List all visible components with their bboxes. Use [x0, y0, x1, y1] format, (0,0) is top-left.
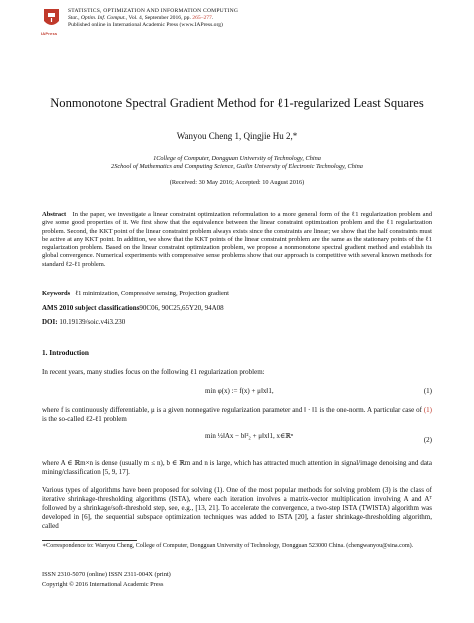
equation-2: min ½‖Ax − b‖²₂ + μ‖x‖1, x∈ℝⁿ: [205, 432, 294, 440]
paragraph-2-a: where f is continuously differentiable, μ is a given nonnegative regularization parameter and ‖ · ‖1 is the one-norm. A particular case of: [42, 406, 422, 414]
journal-header: [68, 8, 238, 29]
ams-text: 90C06, 90C25,65Y20, 94A08: [139, 304, 224, 312]
journal-name: STATISTICS, OPTIMIZATION AND INFORMATION COMPUTING: [68, 8, 239, 14]
citation-prefix: Stat., Optim. Inf. Comput.: [68, 15, 126, 21]
abstract: [42, 211, 432, 269]
paper-title: Nonmonotone Spectral Gradient Method for ℓ1-regularized Least Squares: [50, 96, 424, 110]
logo-text: IAPress: [41, 31, 58, 36]
footnote: ∗Correspondence to: Wanyou Cheng, College of Computer, Dongguan University of Technology, Dongguan 523000 China. (chengwanyou@sina.com).: [42, 543, 414, 549]
iapress-logo: [42, 7, 61, 31]
section-title: 1. Introduction: [42, 348, 89, 357]
paragraph-2: [42, 406, 432, 424]
affiliation-1: 1College of Computer, Dongguan University of Technology, China: [153, 155, 321, 162]
citation-line: Stat., Optim. Inf. Comput., Vol. 4, September 2016, pp. 265–277.: [68, 15, 214, 21]
abstract-text: In the paper, we investigate a linear constraint optimization reformulation to a more general form of the ℓ1 regularization problem and give some good properties of it. We first show that the equivalence between the linear constraint optimization problem and the ℓ1 regularization problem. Second, the KKT point of the linear constraint problem always exists since the constraints are linear; we show that the half constraints must be active at any KKT point. In addition, we show that the KKT points of the linear constraint problem are the same as the stationary points of the ℓ1 regularization problem. Based on the linear constraint optimization problem, we propose a nonmonotone spectral gradient method and establish its global convergence. Numerical experiments with compressive sense problems show that our approach is competitive with several known methods for standard ℓ2-ℓ1 problem.: [42, 211, 433, 268]
paragraph-3: where A ∈ ℝm×n is dense (usually m ≤ n), b ∈ ℝm and n is large, which has attracted much attention in signal/image denoising and data mining/classification [5, 9, 17].: [42, 459, 432, 477]
citation-suffix: , Vol. 4, September 2016, pp: [125, 15, 190, 21]
paragraph-4: Various types of algorithms have been proposed for solving (1). One of the most popular methods for solving problem (3) is the class of iterative shrinkage-thresholding algorithms (ISTA), where each iteration involves a matrix-vector multiplication involving A and Aᵀ followed by a shrinkage/soft-threshold step, see, e.g., [13, 21]. To accelerate the convergence, a two-step ISTA (TWISTA) algorithm was developed in [6], the sequential subspace optimization techniques was added to ISTA [20], a faster shrinkage-thresholding algorithm, called: [42, 486, 432, 531]
paragraph-1: In recent years, many studies focus on the following ℓ1 regularization problem:: [42, 368, 265, 376]
copyright-line: Copyright © 2016 International Academic Press: [42, 581, 164, 588]
equation-ref-link[interactable]: (1): [423, 406, 432, 414]
ams-classification: [42, 304, 224, 312]
keywords: [42, 290, 229, 297]
pages-link[interactable]: 265–277: [192, 15, 212, 21]
received-dates: (Received: 30 May 2016; Accepted: 10 August 2016): [169, 179, 305, 186]
footnote-rule: [42, 540, 137, 541]
equation-1-number: (1): [423, 387, 432, 395]
equation-1: min φ(x) := f(x) + μ‖x‖1,: [205, 387, 274, 395]
ams-label: AMS 2010 subject classifications: [42, 304, 140, 312]
issn-line: ISSN 2310-5070 (online) ISSN 2311-004X (print): [42, 571, 171, 578]
doi-label: DOI:: [42, 318, 58, 326]
doi: [42, 318, 125, 326]
affiliation-2: 2School of Mathematics and Computing Science, Guilin University of Electronic Technology, China: [111, 163, 363, 170]
keywords-label: Keywords: [42, 290, 71, 297]
authors: Wanyou Cheng 1, Qingjie Hu 2,*: [176, 131, 298, 141]
equation-2-number: (2): [423, 436, 432, 444]
paragraph-2-b: is the so-called ℓ2-ℓ1 problem: [42, 415, 127, 424]
doi-text: 10.19139/soic.v4i3.230: [59, 318, 126, 326]
keywords-text: ℓ1 minimization, Compressive sensing, Projection gradient: [75, 290, 229, 297]
abstract-label: Abstract: [42, 211, 67, 218]
publisher-line: Published online in International Academic Press (www.IAPress.org): [68, 22, 223, 28]
